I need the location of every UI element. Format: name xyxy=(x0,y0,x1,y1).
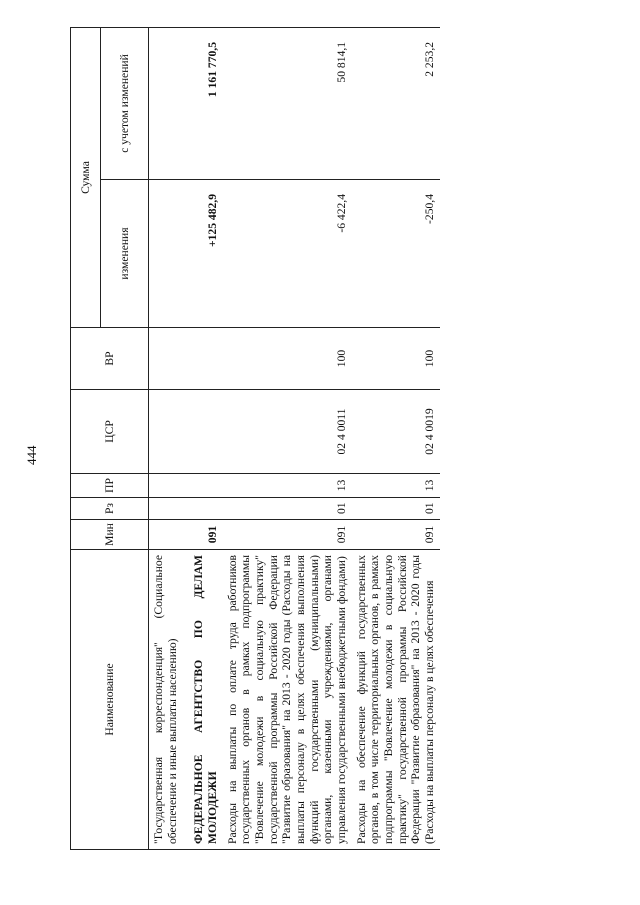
table-row xyxy=(182,27,222,849)
header-name: Наименование xyxy=(71,550,149,850)
row-rz xyxy=(149,498,183,520)
row-pr: 13 xyxy=(352,474,440,498)
row-csr: 02 4 0019 xyxy=(352,390,440,474)
row-with-change: 50 814,1 xyxy=(223,27,352,179)
header-vr: ВР xyxy=(71,328,149,390)
row-with-change xyxy=(182,27,222,179)
row-rz: 01 xyxy=(352,498,440,520)
row-vr: 100 xyxy=(352,328,440,390)
row-with-change: 2 253,2 xyxy=(352,27,440,179)
row-change: -6 422,4 xyxy=(223,180,352,328)
agency-title: ФЕДЕРАЛЬНОЕ АГЕНТСТВО ПО ДЕЛАМ МОЛОДЕЖИ xyxy=(192,555,220,844)
row-change xyxy=(182,180,222,328)
row-pr: 13 xyxy=(223,474,352,498)
budget-table xyxy=(70,27,440,850)
header-sum: Сумма xyxy=(71,27,101,327)
row-min xyxy=(149,520,183,550)
agency-change: +125 482,9 xyxy=(206,194,220,247)
row-pr xyxy=(149,474,183,498)
row-min: 091 xyxy=(352,520,440,550)
header-change: изменения xyxy=(101,180,149,328)
row-vr xyxy=(149,328,183,390)
row-csr xyxy=(182,390,222,474)
agency-with-change: 1 161 770,5 xyxy=(206,41,220,98)
row-name: Расходы на обеспечение функций государственных органов, в том числе территориальных органов, в рамках подпрограммы "Вовлечение молодежи в социальную практику" государственной программы Российской Федерации "Развитие образования" на 2013 - 2020 годы (Расходы на выплаты персоналу в целях обеспечения xyxy=(352,550,440,850)
row-name: Расходы на выплаты по оплате труда работников государственных органов в рамках подпрограммы "Вовлечение молодежи в социальную практику" государственной программы Российской Федерации "Развитие образования" на 2013 - 2020 годы (Расходы на выплаты персоналу в целях обеспечения выполнения функций государственными (муниципальными) органами, казенными учреждениями, органами управления государственными внебюджетными фондами) xyxy=(223,550,352,850)
header-row-1 xyxy=(71,27,101,849)
row-vr xyxy=(182,328,222,390)
header-pr: ПР xyxy=(71,474,149,498)
row-rz xyxy=(182,498,222,520)
row-csr: 02 4 0011 xyxy=(223,390,352,474)
row-min xyxy=(182,520,222,550)
row-change: -250,4 xyxy=(352,180,440,328)
row-rz: 01 xyxy=(223,498,352,520)
page-number: 444 xyxy=(24,445,39,465)
header-with-change: с учетом изменений xyxy=(101,27,149,179)
table-row xyxy=(149,27,183,849)
row-change xyxy=(149,180,183,328)
row-min: 091 xyxy=(223,520,352,550)
row-name: "Государственная корреспонденция" (Социальное обеспечение и иные выплаты населению) xyxy=(149,550,183,850)
header-csr: ЦСР xyxy=(71,390,149,474)
row-pr xyxy=(182,474,222,498)
row-vr: 100 xyxy=(223,328,352,390)
header-min: Мин xyxy=(71,520,149,550)
header-rz: Рз xyxy=(71,498,149,520)
table-row xyxy=(223,27,352,849)
row-csr xyxy=(149,390,183,474)
row-name xyxy=(182,550,222,850)
agency-min: 091 xyxy=(206,525,220,544)
table-row xyxy=(352,27,440,849)
row-with-change xyxy=(149,27,183,179)
